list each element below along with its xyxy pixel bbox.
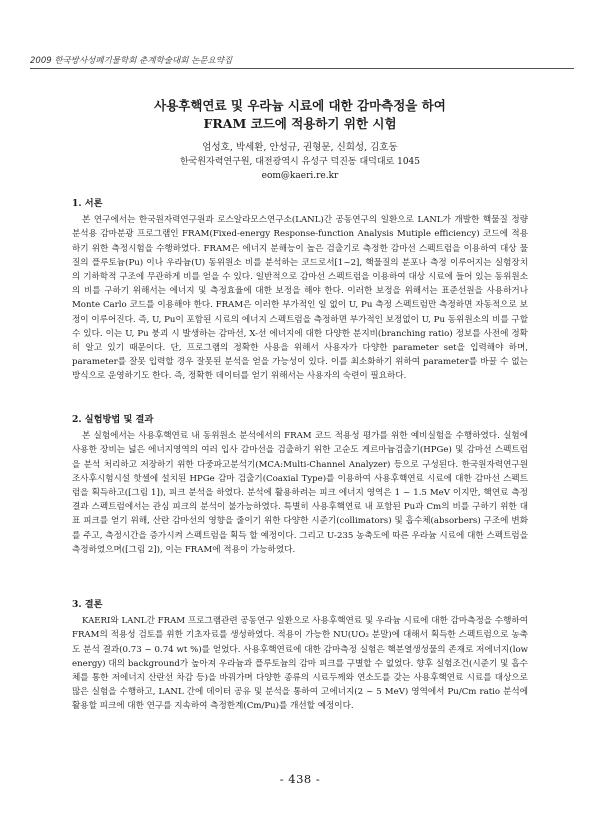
section-heading: 1. 서론 [72, 198, 103, 209]
section-text: 본 실험에서는 사용후핵연료 내 동위원소 분석에서의 FRAM 코드 적용성 평가를 위한 예비실험을 수행하였다. 실험에 사용한 장비는 넓은 에너지영역의 여러 입사 감마선을 검출하기 위한 고순도 게르마늄검출기(HPGe) 및 감마선 스펙트럼을 분석 처리하고 저장하기 위한 다중파고분석기(MCA:Multi-Channel Analyzer) 등으로 구성된다. 한국원자력연구원 조사후시험시설 핫셀에 설치된 HPGe 감마 검출기(Coaxial Type)를 이용하여 사용후핵연료 시료에 대한 감마선 스펙트럼을 획득하고([그림 1]), 피크 분석을 하였다. 분석에 활용하려는 피크 에너지 영역은 1 ~ 1.5 MeV 이지만, 핵연료 측정 결과 스펙트럼에서는 관심 피크의 분석이 불가능하였다. 특별히 사용후핵연료 내 포함된 Pu과 Cm의 비를 구하기 위한 대표 피크를 얻기 위해, 산란 감마선의 영향을 줄이기 위한 다양한 시준기(collimators) 및 흡수체(absorbers) 구조에 변화를 주고, 측정시간을 증가시켜 스펙트럼을 획득 할 예정이다. 그리고 U-235 농축도에 따른 우라늄 시료에 대한 스펙트럼을 측정하였으며([그림 2]), 이는 FRAM에 적용이 가능하였다. [72, 431, 528, 555]
section-text: KAERI와 LANL간 FRAM 프로그램관련 공동연구 일환으로 사용후핵연료 및 우라늄 시료에 대한 감마측정을 수행하여 FRAM의 적용성 검토를 위한 기초자료를 생성하였다. 적용이 가능한 NU(UO₂ 분말)에 대해서 획득한 스펙트럼으로 농축도 분석 결과(0.73 ~ 0.74 wt %)를 얻었다. 사용후핵연료에 대한 감마측정 실험은 핵분열생성물의 존재로 저에너지(low energy) 대의 background가 높아져 우라늄과 플루토늄의 감마 피크를 구별할 수 없었다. 향후 실험조건(시준기 및 흡수체를 통한 저에너지 산란선 차감 등)을 바꿔가며 다양한 종류의 시료두께와 연소도를 갖는 사용후핵연료 시료를 대상으로 많은 실험을 수행하고, LANL 간에 데이터 공유 및 분석을 통하여 고에너지(2 ~ 5 MeV) 영역에서 Pu/Cm ratio 분석에 활용할 피크에 대한 연구를 지속하여 측정한계(Cm/Pu)를 개선할 예정이다. [72, 616, 528, 712]
paper-title [70, 97, 530, 133]
section-conclusion [72, 598, 528, 714]
title-line-1: 사용후핵연료 및 우라늄 시료에 대한 감마측정을 하여 [154, 98, 446, 113]
page-number: - 438 - [279, 772, 321, 786]
section-heading: 3. 결론 [72, 599, 103, 610]
section-introduction [72, 197, 528, 384]
author-block [60, 141, 540, 183]
author-affiliation: 한국원자력연구원, 대전광역시 유성구 덕진동 대덕대로 1045 [179, 157, 421, 167]
running-head: 2009 한국방사성폐기물학회 춘계학술대회 논문요약집 [30, 56, 233, 66]
section-methods-results [72, 413, 528, 557]
section-text: 본 연구에서는 한국원자력연구원과 로스알라모스연구소(LANL)간 공동연구의 일환으로 LANL가 개발한 핵물질 정량분석용 감마분광 프로그램인 FRAM(Fixed-energy Response-function Analysis Mutiple efficiency) 코드에 적용하기 위한 측정시험을 수행하였다. FRAM은 에너지 분해능이 높은 검출기로 측정한 감마선 스펙트럼을 이용하여 대상 물질의 플루토늄(Pu) 이나 우라늄(U) 동위원소 비를 분석하는 코드로서[1~2], 핵물질의 분포나 측정 이루어지는 실험장치의 기하학적 구조에 무관하게 비를 얻을 수 있다. 일반적으로 감마선 스펙트럼을 이용하여 대상 시료에 들어 있는 동위원소의 비를 구하기 위해서는 에너지 및 측정효율에 대한 보정을 해야 한다. 이러한 보정을 위해서는 표준선원을 사용하거나 Monte Carlo 코드를 이용해야 한다. FRAM은 이러한 부가적인 일 없이 U, Pu 측정 스펙트럼만 측정하면 자동적으로 보정이 이루어진다. 즉, U, Pu이 포함된 시료의 에너지 스펙트럼을 측정하면 부가적인 보정없이 U, Pu 동위원소의 비를 구할 수 있다. 이는 U, Pu 붕괴 시 발생하는 감마선, X-선 에너지에 대한 다양한 분지비(branching ratio) 정보를 사전에 정확히 알고 있기 때문이다. 단, 프로그램의 정확한 사용을 위해서 사용자가 다양한 parameter set을 입력해야 하며, parameter를 잘못 입력할 경우 잘못된 분석을 얻을 가능성이 있다. 이를 최소화하기 위하여 parameter를 바꿀 수 없는 방식으로 운영하기도 한다. 즉, 정확한 데이터를 얻기 위해서는 사용자의 숙련이 필요하다. [72, 215, 528, 382]
header-rule [30, 68, 574, 69]
author-names: 엄성호, 박세환, 안성규, 권형문, 신희성, 김호동 [202, 142, 398, 153]
author-email: eom@kaeri.re.kr [261, 171, 339, 181]
section-heading: 2. 실험방법 및 결과 [72, 414, 154, 425]
title-line-2: FRAM 코드에 적용하기 위한 시험 [203, 116, 397, 131]
